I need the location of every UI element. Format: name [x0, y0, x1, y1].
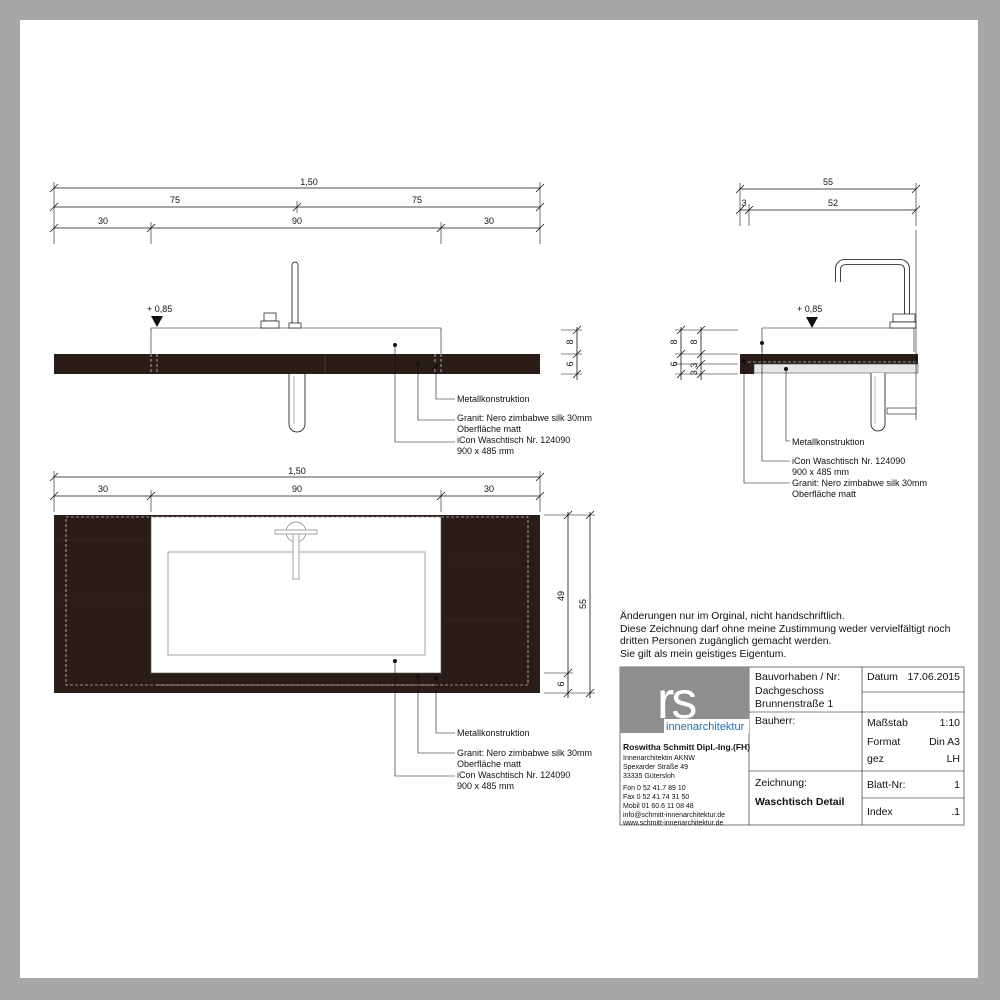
front-label-granite-2: Oberfläche matt: [457, 424, 522, 434]
side-dim-main: 52: [827, 198, 839, 208]
date-value: 17.06.2015: [907, 671, 960, 683]
index-value: .1: [951, 806, 960, 818]
front-label-metal: Metallkonstruktion: [457, 394, 530, 404]
side-label-basin-1: iCon Waschtisch Nr. 124090: [792, 456, 906, 466]
project-line-1: Dachgeschoss: [755, 685, 824, 697]
project-line-2: Brunnenstraße 1: [755, 698, 834, 710]
front-label-basin-1: iCon Waschtisch Nr. 124090: [457, 435, 571, 445]
contact-fon: Fon 0 52 41.7 89 10: [623, 785, 686, 792]
project-label: Bauvorhaben / Nr:: [755, 671, 841, 683]
side-dim-8a: 8: [669, 339, 679, 345]
front-dim-6: 6: [565, 361, 575, 367]
front-dim-left: 30: [97, 216, 109, 226]
plan-label-metal: Metallkonstruktion: [457, 728, 530, 738]
plan-dim-55: 55: [578, 598, 588, 610]
address-line-1: Innenarchitektin AKNW: [623, 755, 695, 762]
copyright-notice: [620, 611, 950, 661]
address-line-3: 33335 Gütersloh: [623, 773, 675, 780]
notice-line-1: Änderungen nur im Orginal, nicht handschriftlich.: [620, 611, 845, 622]
contact-email: info@schmitt-innenarchitektur.de: [623, 812, 726, 819]
front-dim-total: 1,50: [300, 177, 318, 187]
plan-dim-left: 30: [97, 484, 109, 494]
front-label-basin-2: 900 x 485 mm: [457, 446, 515, 456]
plan-label-granite-2: Oberfläche matt: [457, 759, 522, 769]
format-label: Format: [867, 736, 901, 748]
side-dim-33: 3,3: [689, 362, 699, 376]
date-label: Datum: [867, 671, 898, 683]
side-label-granite-2: Oberfläche matt: [792, 489, 857, 499]
drawing-label: Zeichnung:: [755, 777, 807, 789]
front-faucet-handle: [264, 313, 276, 321]
plan-label-basin-2: 900 x 485 mm: [457, 781, 515, 791]
drawing-sheet: [20, 20, 978, 978]
side-view: [669, 177, 927, 499]
side-dim-total: 55: [822, 177, 834, 187]
side-level-text: + 0,85: [797, 304, 823, 314]
plan-label-granite-1: Granit: Nero zimbabwe silk 30mm: [457, 748, 593, 758]
plan-dim-6: 6: [556, 681, 566, 687]
plan-view: [50, 466, 595, 791]
contact-mobil: Mobil 01 60.6 11 08 48: [623, 803, 694, 810]
front-label-granite-1: Granit: Nero zimbabwe silk 30mm: [457, 413, 593, 423]
logo-sub: innenarchitektur: [666, 721, 745, 733]
drawing-title: Waschtisch Detail: [755, 796, 845, 808]
front-dim-right: 30: [483, 216, 495, 226]
front-level-text: + 0,85: [147, 304, 173, 314]
drawn-value: LH: [946, 753, 960, 765]
index-label: Index: [867, 806, 893, 818]
scale-label: Maßstab: [867, 717, 908, 729]
front-basin-outline: [151, 328, 441, 354]
side-drain-pipe: [871, 373, 885, 431]
contact-fax: Fax 0 52 41.74 31 50: [623, 794, 690, 801]
front-dim-half-left: 75: [169, 195, 181, 205]
front-dim-half-right: 75: [411, 195, 423, 205]
side-dim-6: 6: [669, 361, 679, 367]
contact-web: www.schmitt-innenarchitektur.de: [623, 820, 724, 827]
side-dim-8b: 8: [689, 339, 699, 345]
address-line-2: Spexarder Straße 49: [623, 764, 688, 771]
side-level-marker: [806, 317, 818, 328]
front-faucet: [292, 262, 298, 326]
side-basin-outline: [762, 328, 914, 352]
front-dim-8: 8: [565, 339, 575, 345]
front-dim-center: 90: [291, 216, 303, 226]
format-value: Din A3: [929, 736, 960, 748]
side-granite-slab: [740, 354, 918, 364]
front-level-marker: [151, 316, 163, 327]
sheet-value: 1: [954, 779, 960, 791]
logo-letters: rs: [657, 672, 695, 730]
plan-dim-49: 49: [556, 590, 566, 602]
front-granite-slab: [54, 354, 540, 374]
plan-dim-center: 90: [291, 484, 303, 494]
front-drain-pipe: [289, 374, 305, 432]
client-label: Bauherr:: [755, 715, 796, 727]
side-dim-small: 3: [741, 198, 747, 208]
side-height-dims: [675, 326, 738, 380]
sheet-label: Blatt-Nr:: [867, 779, 906, 791]
notice-line-4: Sie gilt als mein geistiges Eigentum.: [620, 648, 787, 660]
company-name: Roswitha Schmitt Dipl.-Ing.(FH): [623, 742, 751, 752]
technical-drawing: [20, 20, 978, 978]
side-label-metal: Metallkonstruktion: [792, 437, 865, 447]
side-label-granite-1: Granit: Nero zimbabwe silk 30mm: [792, 478, 928, 488]
side-metal-frame: [754, 364, 918, 373]
side-label-basin-2: 900 x 485 mm: [792, 467, 850, 477]
plan-dim-right: 30: [483, 484, 495, 494]
title-block: [620, 667, 964, 827]
scale-value: 1:10: [939, 717, 960, 729]
front-view: [50, 177, 592, 456]
notice-line-3: dritten Personen zugänglich gemacht werden.: [620, 636, 832, 648]
plan-label-basin-1: iCon Waschtisch Nr. 124090: [457, 770, 571, 780]
front-dimension-lines: [50, 182, 544, 244]
front-height-dims: [561, 326, 582, 380]
drawn-label: gez: [867, 753, 884, 765]
notice-line-2: Diese Zeichnung darf ohne meine Zustimmung weder vervielfältigt noch: [620, 623, 951, 635]
plan-dim-total: 1,50: [288, 466, 306, 476]
